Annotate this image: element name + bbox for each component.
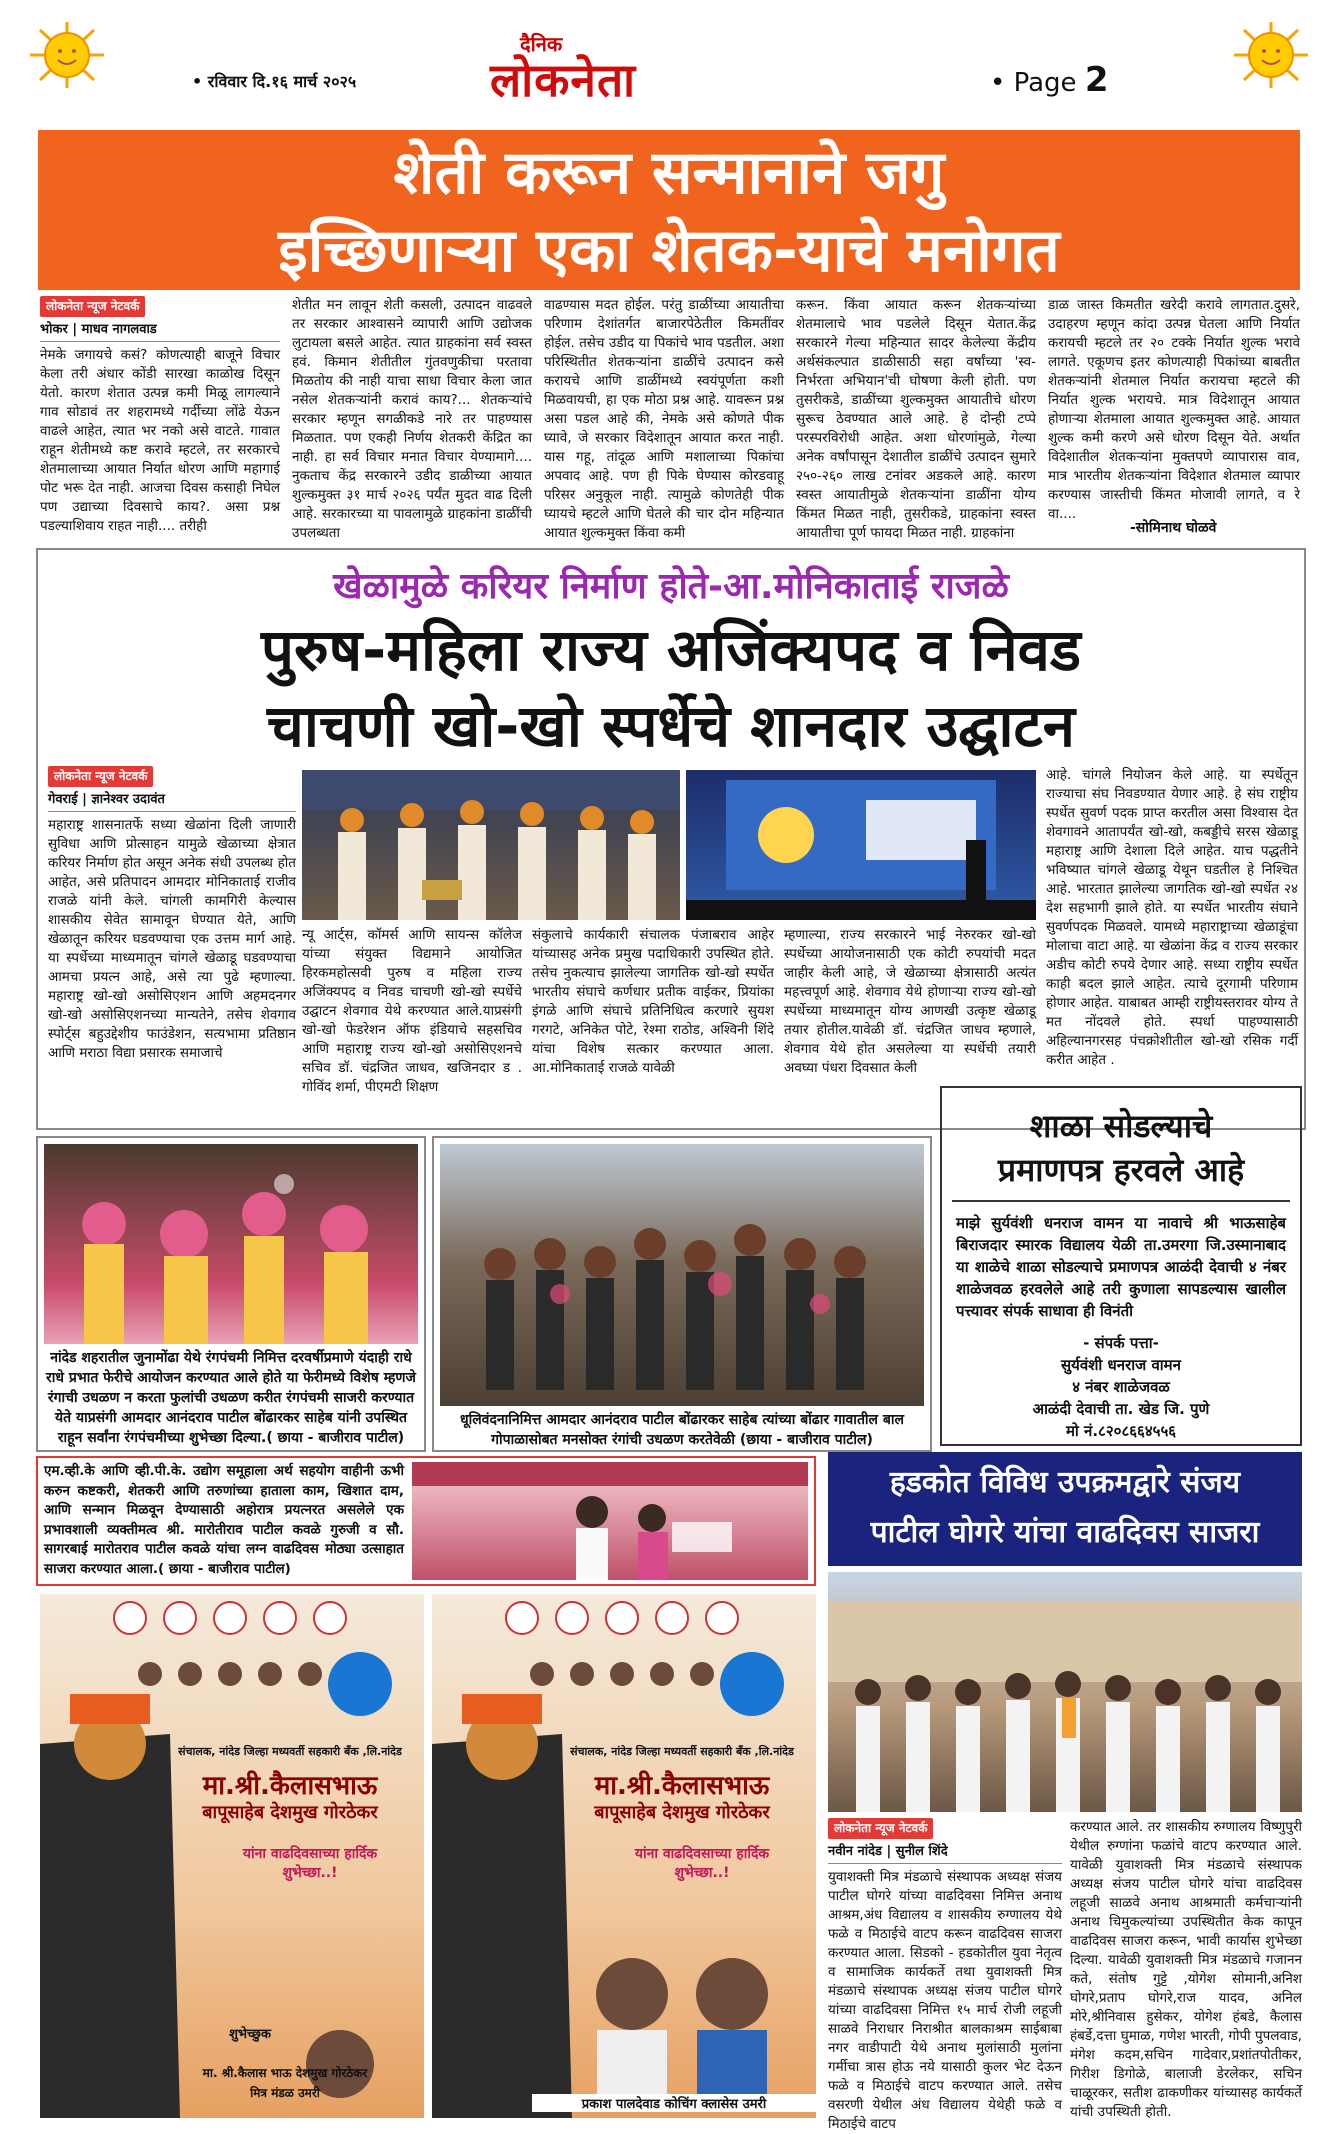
photo-inauguration-1 bbox=[302, 770, 680, 920]
lost-certificate-notice bbox=[940, 1086, 1302, 1446]
ad2-wish: यांना वाढदिवसाच्या हार्दिक शुभेच्छा..! bbox=[634, 1846, 770, 1881]
photo-birthday-group bbox=[828, 1572, 1302, 1812]
story3-headline bbox=[828, 1452, 1302, 1566]
ad1-greeter-label: शुभेच्छुक bbox=[229, 2027, 271, 2042]
issue-date: • रविवार दि.१६ मार्च २०२५ bbox=[192, 72, 357, 91]
photo-anniversary bbox=[412, 1462, 808, 1580]
story2-byline: गेवराई | ज्ञानेश्वर उदावंत bbox=[48, 790, 296, 812]
story2-text: महाराष्ट्र शासनातर्फे सध्या खेळांना दिली जाणारी सुविधा आणि प्रोत्साहन यामुळे खेळाच्या क्षेत्रात करियर निर्माण होत असून अनेक संधी उपलब्ध होत आहेत, असे प्रतिपादन आमदार मोनिकाताई राजीव राजळे यांनी केले. चांगली कामगिरी केल्यास शासकीय सेवेत सामावून घेण्यात येते, आणि खेळातून करियर घडवण्याचा एक उत्तम मार्ग आहे. या स्पर्धेच्या माध्यमातून चांगले खेळाडू घडवण्याचा आमचा प्रयत्न आहे, असे त्या पुढे म्हणाल्या. महाराष्ट्र खो-खो असोसिएशन आणि अहमदनगर खो-खो असोसिएशनच्या मान्यतेने, तसेच शेवगाव स्पोर्ट्स बहुउद्देशीय फाउंडेशन, सत्यभामा प्रतिष्ठान आणि मराठा विद्या प्रसारक समाजाचे bbox=[48, 817, 296, 1061]
story1-column-4: करून. किंवा आयात करून शेतकऱ्यांच्या शेतमालाचे भाव पडलेले दिसून येतात.केंद्र सरकारने गेल्या महिन्यात सादर केलेल्या केंद्रीय अर्थसंकल्पात डाळीसाठी सहा वर्षांच्या 'स्व-निर्भरता अभियान'ची घोषणा केली होती. पण तुसरीकडे, डाळींच्या शुल्कमुक्त आयातीचे धोरण सुरूच ठेवण्यात आले आहे. हे दोन्ही टप्पे परस्परविरोधी आहेत. अशा धोरणांमुळे, गेल्या अनेक वर्षांपासून देशातील डाळींचे उत्पादन सुमारे २५०-२६० लाख टनांवर अडकले आहे. कारण स्वस्त आयातीमुळे शेतकऱ्यांना डाळींना योग्य किंमत मिळत नाही, तुसरीकडे, ग्राहकांना स्वस्त आयातीचा पूर्ण फायदा मिळत नाही. ग्राहकांना bbox=[796, 297, 1036, 541]
notice-contact-label: - संपर्क पत्ता- bbox=[1083, 1334, 1159, 1352]
story3-column-1 bbox=[828, 1818, 1062, 2132]
story2-column-5: आहे. चांगले नियोजन केले आहे. या स्पर्धेतून राज्याचा संघ निवडण्यात येणार आहे. हे संघ राष्ट्रीय स्पर्धेत सुवर्ण पदक प्राप्त करतील असा विश्वास देत शेवगावने आतापर्यंत खो-खो, कबड्डीचे सरस खेळाडू महाराष्ट्र आणि देशाला दिले आहेत. याच पद्धतीने भविष्यात चांगले खेळाडू येथून घडतील हे निश्चित आहे. भारतात झालेल्या जागतिक खो-खो स्पर्धेत २४ देश सहभागी झाले होते. या स्पर्धेत भारतीय संघाने सुवर्णपदक मिळवले. यामध्ये महाराष्ट्राच्या खेळाडूंचा मोलाचा वाटा आहे. या खेळांना केंद्र व राज्य सरकार अडीच कोटी रुपये देणार आहे. सध्या राष्ट्रीय स्पर्धेत काही बदल झाले आहेत. त्याचे दूरगामी परिणाम होणार आहेत. याबाबत आम्ही राष्ट्रीयस्तरावर योग्य ते मत नोंदवले होते. स्पर्धा पाहण्यासाठी अहिल्यानगरसह पंचक्रोशीतील खो-खो रसिक गर्दी करीत आहेत . bbox=[1046, 767, 1298, 1068]
photo-inauguration-2-art bbox=[686, 770, 1036, 920]
page-number: 2 bbox=[1084, 60, 1109, 100]
photo-anniversary-art bbox=[412, 1462, 808, 1580]
story3-text: युवाशक्ती मित्र मंडळाचे संस्थापक अध्यक्ष संजय पाटील घोगरे यांच्या वाढदिवसा निमित्त अनाथ आश्रम,अंध विद्यालय व शासकीय रुग्णालय येथे फळे व मिठाईचे वाटप करून वाढदिवस साजरा करण्यात आला. सिडको - हडकोतील युवा नेतृत्व व सामाजिक कार्यकर्ते तथा युवाशक्ती मित्र मंडळाचे संस्थापक अध्यक्ष संजय पाटील घोगरे यांच्या वाढदिवसा निमित्त १५ मार्च रोजी लहूजी साळवे निराधार निराश्रीत बालकाश्रम साईबाबा नगर वाडीपाटी येथे अनाथ मुलांसाठी मुलांना गर्मीचा त्रास होऊ नये यासाठी कुलर भेट देऊन फळे व मिठाईचे वाटप करण्यात आले. तसेच वसरणी येथील अंध विद्यालय येथेही फळे व मिठाईचे वाटप bbox=[828, 1869, 1062, 2132]
photo-rangpanchami-art bbox=[44, 1144, 418, 1344]
photo-nanded-caption: नांदेड शहरातील जुनामोंढा येथे रंगपंचमी निमित्त दरवर्षीप्रमाणे यंदाही राधे राधे प्रभात फेरीचे आयोजन करण्यात आले होते या फेरीमध्ये विशेष म्हणजे रंगाची उधळण न करता फुलांची उधळण करीत रंगपंचमी साजरी करण्यात येते याप्रसंगी आमदार आनंदराव पाटील बोंढारकर साहेब यांनी उपस्थित राहून सर्वांना रंगपंचमीच्या शुभेच्छा दिल्या.( छाया - बाजीराव पाटील) bbox=[46, 1350, 416, 1446]
sun-icon bbox=[1226, 20, 1316, 90]
ad1-name-2: बापूसाहेब देशमुख गोरठेकर bbox=[202, 1802, 378, 1823]
notice-contact-phone: मो नं.८२०८६६४५५६ bbox=[1065, 1422, 1177, 1440]
notice-contact-address-2: आळंदी देवाची ता. खेड जि. पुणे bbox=[1032, 1400, 1210, 1418]
story2-column-1 bbox=[48, 766, 296, 1122]
photo-inauguration-1-art bbox=[302, 770, 680, 920]
notice-title bbox=[942, 1104, 1300, 1192]
story3-column-2: करण्यात आले. तर शासकीय रुग्णालय विष्णुपुरी येथील रुग्णांना फळांचे वाटप करण्यात आले. यावेळी युवाशक्ती मित्र मंडळाचे संस्थापक अध्यक्ष संजय पाटील घोगरे यांचा वाढदिवस लहूजी साळवे अनाथ आश्रमाती कर्मचाऱ्यांनी अनाथ चिमुकल्यांच्या उपस्थितीत केक कापून वाढदिवस साजरा करून, भावी कार्यास शुभेच्छा दिल्या. यावेळी युवाशक्ती मित्र मंडळाचे गजानन कते, संतोष गुट्टे ,योगेश सोमानी,अनिश घोगरे,प्रताप घोगरे,राज यादव, अनिल मोरे,श्रीनिवास हुसेकर, योगेश हंबडे, कैलास हंबर्डे,दत्ता घुमाळ, गणेश भारती, गोपी पुपलवाड, मंगेश कदम,सचिन गादेवार,प्रशांतपोतीकर, गिरीश डिगोळे, बालाजी डेरलेकर, सचिन चाळूरकर, सतीश ढाकणीकर यांच्यासह कार्यकर्ते यांची उपस्थिती होती. bbox=[1070, 1819, 1302, 2120]
ad2-name-1: मा.श्री.कैलासभाऊ bbox=[594, 1771, 770, 1801]
photo-holi-children bbox=[440, 1144, 924, 1406]
photo-birthday-group-art bbox=[828, 1572, 1302, 1812]
page-label: • Page bbox=[990, 68, 1077, 98]
story1-headline-line2: इच्छिणाऱ्या एका शेतक-याचे मनोगत bbox=[278, 216, 1060, 286]
ad2-name-2: बापूसाहेब देशमुख गोरठेकर bbox=[594, 1802, 770, 1823]
story3-headline-line1: हडकोत विविध उपक्रमद्वारे संजय bbox=[889, 1465, 1241, 1500]
notice-contact-address-1: ४ नंबर शाळेजवळ bbox=[1072, 1378, 1170, 1396]
photo-inauguration-2 bbox=[686, 770, 1036, 920]
notice-body: माझे सुर्यवंशी धनराज वामन या नावाचे श्री भाऊसाहेब बिराजदार स्मारक विद्यालय येळी ता.उमरगा जि.उस्मानाबाद या शाळेचे शाळा सोडल्याचे प्रमाणपत्र आळंदी देवाची ४ नंबर शाळेजवळ हरवलेले आहे तरी कुणाला सापडल्यास खालील पत्त्यावर संपर्क साधावा ही विनंती bbox=[956, 1214, 1286, 1320]
story1-byline: भोकर | माधव नागलवाड bbox=[40, 320, 280, 342]
news-network-tag: लोकनेता न्यूज नेटवर्क bbox=[828, 1818, 933, 1839]
ad1-greeter-sub: मित्र मंडळ उमरी bbox=[250, 2086, 320, 2100]
ad1-role: संचालक, नांदेड जिल्हा मध्यवर्ती सहकारी बँक ,लि.नांदेड bbox=[178, 1745, 402, 1758]
page-indicator bbox=[990, 60, 1108, 100]
story2-column-2: न्यू आर्ट्स, कॉमर्स आणि सायन्स कॉलेज यांच्या संयुक्त विद्यमाने आयोजित हिरकमहोत्सवी पुरुष व महिला राज्य अजिंक्यपद व निवड चाचणी खो-खो स्पर्धेचे उद्घाटन शेवगाव येथे करण्यात आले.याप्रसंगी खो-खो फेडरेशन ऑफ इंडियाचे सहसचिव आणि महाराष्ट्र राज्य खो-खो असोसिएशनचे सचिव डॉ. चंद्रजित जाधव, खजिनदार ड . गोविंद शर्मा, पीएमटी शिक्षण bbox=[302, 927, 522, 1095]
logo-prefix: दैनिक bbox=[520, 32, 563, 56]
story2-column-3: संकुलाचे कार्यकारी संचालक पंजाबराव आहेर यांच्यासह अनेक प्रमुख पदाधिकारी उपस्थित होते. तसेच नुकत्याच झालेल्या जागतिक खो-खो स्पर्धेत भारतीय संघाचे कर्णधार प्रतीक वाईकर, प्रियांका इंगळे आणि संघाचे प्रतिनिधित्व करणारे सुयश गरगटे, अनिकेत पोटे, रेश्मा राठोड, अश्विनी शिंदे यांचा विशेष सत्कार करण्यात आला. आ.मोनिकाताई राजळे यावेळी bbox=[532, 927, 774, 1076]
notice-title-line1: शाळा सोडल्याचे bbox=[1029, 1107, 1213, 1145]
story2-headline-line2: चाचणी खो-खो स्पर्धेचे शानदार उद्घाटन bbox=[267, 692, 1075, 760]
story2-subhead: खेळामुळे करियर निर्माण होते-आ.मोनिकाताई राजळे bbox=[333, 566, 1009, 607]
ad1-name-1: मा.श्री.कैलासभाऊ bbox=[202, 1771, 378, 1801]
story2-headline bbox=[40, 612, 1302, 764]
news-network-tag: लोकनेता न्यूज नेटवर्क bbox=[40, 296, 145, 317]
story2-column-4: म्हणाल्या, राज्य सरकारने भाई नेरुरकर खो-खो स्पर्धेच्या आयोजनासाठी एक कोटी रुपयांची मदत जाहीर केली आहे, जे खेळाच्या क्षेत्रासाठी अत्यंत महत्त्वपूर्ण आहे. शेवगाव येथे होणाऱ्या राज्य खो-खो स्पर्धेच्या माध्यमातून योग्य आणखी उत्कृष्ट खेळाडू तयार होतील.यावेळी डॉ. चंद्रजित जाधव म्हणाले, शेवगाव येथे होत असलेल्या या स्पर्धेची तयारी अवघ्या पंधरा दिवसात केली bbox=[784, 927, 1036, 1076]
story1-column-2: शेतीत मन लावून शेती कसली, उत्पादन वाढवले तर सरकार आश्वासने व्यापारी आणि उद्योजक लुटायला बसले आहेत. त्यात ग्राहकांना सर्व स्वस्त हवं. किमान शेतीतील गुंतवणुकीचा परतावा मिळतोय की नाही याचा साधा विचार केला जात नसेल शेतकऱ्यांनी करावं काय?... शेतकऱ्यांचे सरकार म्हणून सगळीकडे नारे तर पाहण्यास मिळतात. पण एकही निर्णय शेतकरी केंद्रित का नाही. हा सर्व विचार मनात विचार येण्यामागे.... नुकताच केंद्र सरकारने उडीद डाळीच्या आयात शुल्कमुक्त ३१ मार्च २०२६ पर्यंत मुदत वाढ दिली आहे. सरकारच्या या पावलामुळे ग्राहकांना डाळींची उपलब्धता bbox=[292, 297, 532, 541]
photo-holi-children-art bbox=[440, 1144, 924, 1406]
photo-rangpanchami bbox=[44, 1144, 418, 1344]
story3-headline-line2: पाटील घोगरे यांचा वाढदिवस साजरा bbox=[870, 1515, 1260, 1550]
birthday-brief-text: एम.व्ही.के आणि व्ही.पी.के. उद्योग समूहाला अर्थ सहयोग वाहीनी ऊभी करुन कष्टकरी, शेतकरी आणि तरुणांच्या हाताला काम, खिशात दाम, आणि सन्मान मिळवून देण्यासाठी अहोरात्र प्रयत्नरत असलेले एक प्रभावशाली व्यक्तीमत्व श्री. मारोतीराव पाटील कवळे गुरुजी व सौ. सागरबाई मारोतराव पाटील कवळे यांचा लग्न वाढदिवस मोठ्या उत्साहात साजरा करण्यात आला.( छाया - बाजीराव पाटील) bbox=[44, 1463, 404, 1577]
story1-headline bbox=[38, 130, 1300, 290]
ad2-role: संचालक, नांदेड जिल्हा मध्यवर्ती सहकारी बँक ,लि.नांदेड bbox=[570, 1745, 794, 1758]
ad2-greeter: प्रकाश पालदेवाड कोचिंग क्लासेस उमरी bbox=[532, 2094, 816, 2112]
photo-holi-caption: धूलिवंदनानिमित्त आमदार आनंदराव पाटील बोंढारकर साहेब त्यांच्या बोंढार गावातील बाल गोपाळासोबत मनसोक्त रंगांची उधळण करतेवेळी (छाया - बाजीराव पाटील) bbox=[459, 1412, 905, 1448]
notice-title-line2: प्रमाणपत्र हरवले आहे bbox=[997, 1151, 1245, 1189]
story1-text: नेमके जगायचे कसं? कोणत्याही बाजूने विचार केला तरी अंधार कोंडी सारखा काळोख दिसून येतो. कारण शेतात उत्पन्न कमी मिळू लागल्याने गाव सोडावं तर शहरामध्ये गर्दीच्या लोंढे येऊन वाढले आहेत, त्यात भर नको असे वाटते. गावात राहून शेतीमध्ये कष्ट करावे म्हटले, तर सरकारचे शेतमालाच्या आयात निर्यात धोरण आणि महागाई पोट भरू देत नाही. आजचा दिवस कसाही निघेल पण उद्याच्या दिवसाचे काय?. असा प्रश्न पडल्याशिवाय राहत नाही.... तरीही bbox=[40, 347, 280, 534]
masthead bbox=[0, 0, 1339, 120]
news-network-tag: लोकनेता न्यूज नेटवर्क bbox=[48, 766, 153, 787]
story1-signoff: -सोमिनाथ घोळवे bbox=[1130, 520, 1217, 536]
birthday-ad-1 bbox=[40, 1594, 424, 2118]
story1-column-1 bbox=[40, 296, 280, 536]
story1-column-3: वाढण्यास मदत होईल. परंतु डाळींच्या आयातीचा परिणाम देशांतर्गत बाजारपेठेतील किमतींवर होईल. तसेच उडीद या पिकांचे भाव पडतील. अशा परिस्थितीत शेतकऱ्यांना डाळींचे उत्पादन कसे करायचे आणि डाळींमध्ये स्वयंपूर्णता कशी मिळवायची, हा एक मोठा प्रश्न आहे. यावरून प्रश्न असा पडल आहे की, नेमके असे कोणते पीक घ्यावे, जे सरकार विदेशातून आयात करत नाही. यास गहू, तांदूळ आणि मशालाच्या पिकांचा अपवाद आहे. पण ही पिके घेण्यास कोरडवाहू परिसर अनुकूल नाही. त्यामुळे कोणतेही पीक घ्यायचे म्हटले आणि घेतले की चार दोन महिन्यात आयात शुल्कमुक्त किंवा कमी bbox=[544, 297, 784, 541]
story1-headline-line1: शेती करून सन्मानाने जगु bbox=[393, 138, 945, 208]
story3-byline: नवीन नांदेड | सुनील शिंदे bbox=[828, 1842, 1062, 1864]
birthday-ad-2 bbox=[432, 1594, 816, 2118]
notice-contact-name: सुर्यवंशी धनराज वामन bbox=[1061, 1356, 1181, 1374]
sun-icon bbox=[22, 20, 112, 90]
newspaper-logo: लोकनेता bbox=[490, 53, 637, 107]
ad1-wish: यांना वाढदिवसाच्या हार्दिक शुभेच्छा..! bbox=[242, 1846, 378, 1881]
ad1-greeter: मा. श्री.कैलास भाऊ देशमुख गोरठेकर bbox=[202, 2066, 368, 2080]
story2-headline-line1: पुरुष-महिला राज्य अजिंक्यपद व निवड bbox=[261, 616, 1081, 684]
story1-column-5: डाळ जास्त किमतीत खरेदी करावे लागतात.दुसरे, उदाहरण म्हणून कांदा उत्पन्न घेतला आणि निर्यात करायची म्हटले तर २० टक्के निर्यात शुल्क भरावे लागते. एकूणच इतर कोणत्याही पिकांच्या बाबतीत शेतकऱ्यांनी शेतमाल निर्यात करायचा म्हटले की निर्यात शुल्क भरायचे. मात्र विदेशातून आयात होणाऱ्या शेतमाला आयात शुल्कमुक्त आहे. आयात शुल्क कमी करणे असे धोरण दिसून येते. अर्थात विदेशातील शेतकऱ्यांना मुक्तपणे व्यापारास वाव, मात्र भारतीय शेतकऱ्यांना विदेशात शेतमाल व्यापार करण्यास जास्तीची किंमत मोजावी लागते, व रे वा.... bbox=[1048, 297, 1300, 522]
